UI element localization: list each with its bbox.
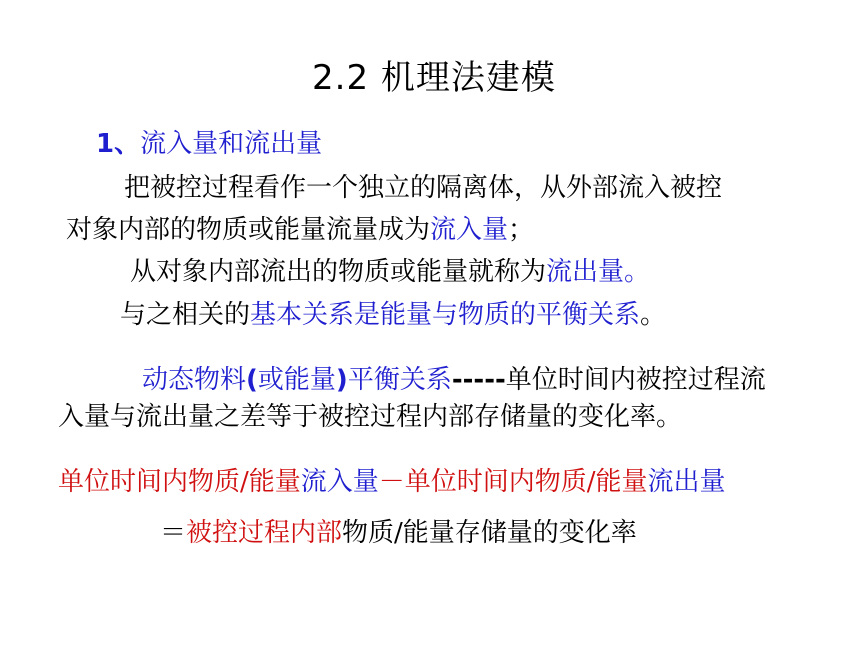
balance-term-e: 平衡关系 bbox=[347, 365, 452, 395]
outflow-term: 流出量。 bbox=[546, 257, 651, 287]
balance-term-paren-close: ) bbox=[335, 365, 348, 395]
balance-equation-lhs bbox=[58, 466, 726, 498]
balance-definition-line-2 bbox=[58, 401, 682, 433]
equation-part-1: 单位时间内物质/能量 bbox=[58, 467, 301, 497]
section-label: 流入量和流出量 bbox=[140, 129, 323, 159]
para1-line4-punct: 。 bbox=[640, 300, 667, 330]
equation-outflow: 流出量 bbox=[647, 467, 726, 497]
dash-separator: ----- bbox=[451, 365, 506, 395]
para1-line4-text: 与之相关的 bbox=[120, 300, 251, 330]
para1-line2-text: 对象内部的物质或能量流量成为 bbox=[66, 215, 431, 245]
balance-term-c: 或能量 bbox=[257, 365, 336, 395]
balance-equation-rhs bbox=[160, 517, 637, 549]
equation-process-internal: 被控过程内部 bbox=[186, 518, 343, 548]
paragraph-line-4 bbox=[120, 299, 666, 331]
para1-line1-text: 把被控过程看作一个独立的隔离体，从外部流入被控 bbox=[124, 173, 723, 203]
equation-part-3: －单位时间内物质/能量 bbox=[378, 467, 648, 497]
balance-definition-text-2: 入量与流出量之差等于被控过程内部存储量的变化率。 bbox=[58, 402, 683, 432]
section-number: 1、 bbox=[96, 129, 141, 159]
paragraph-line-2 bbox=[66, 214, 534, 246]
equation-equals: ＝ bbox=[160, 518, 187, 548]
equation-rhs-rest: 物质/能量存储量的变化率 bbox=[342, 518, 637, 548]
paragraph-line-1 bbox=[124, 172, 722, 204]
para1-line3-text: 从对象内部流出的物质或能量就称为 bbox=[130, 257, 547, 287]
equation-inflow: 流入量 bbox=[300, 467, 379, 497]
inflow-term: 流入量 bbox=[430, 215, 509, 245]
basic-relation-term: 基本关系是能量与物质的平衡关系 bbox=[250, 300, 641, 330]
balance-term-a: 动态物料 bbox=[142, 365, 247, 395]
balance-term-paren-open: ( bbox=[246, 365, 258, 395]
section-heading bbox=[96, 128, 322, 160]
page-title: 2.2 机理法建模 bbox=[312, 58, 556, 98]
balance-definition-line-1 bbox=[142, 364, 766, 396]
para1-line2-punct: ； bbox=[508, 215, 535, 245]
balance-definition-text: 单位时间内被控过程流 bbox=[505, 365, 766, 395]
paragraph-line-3 bbox=[130, 256, 650, 288]
